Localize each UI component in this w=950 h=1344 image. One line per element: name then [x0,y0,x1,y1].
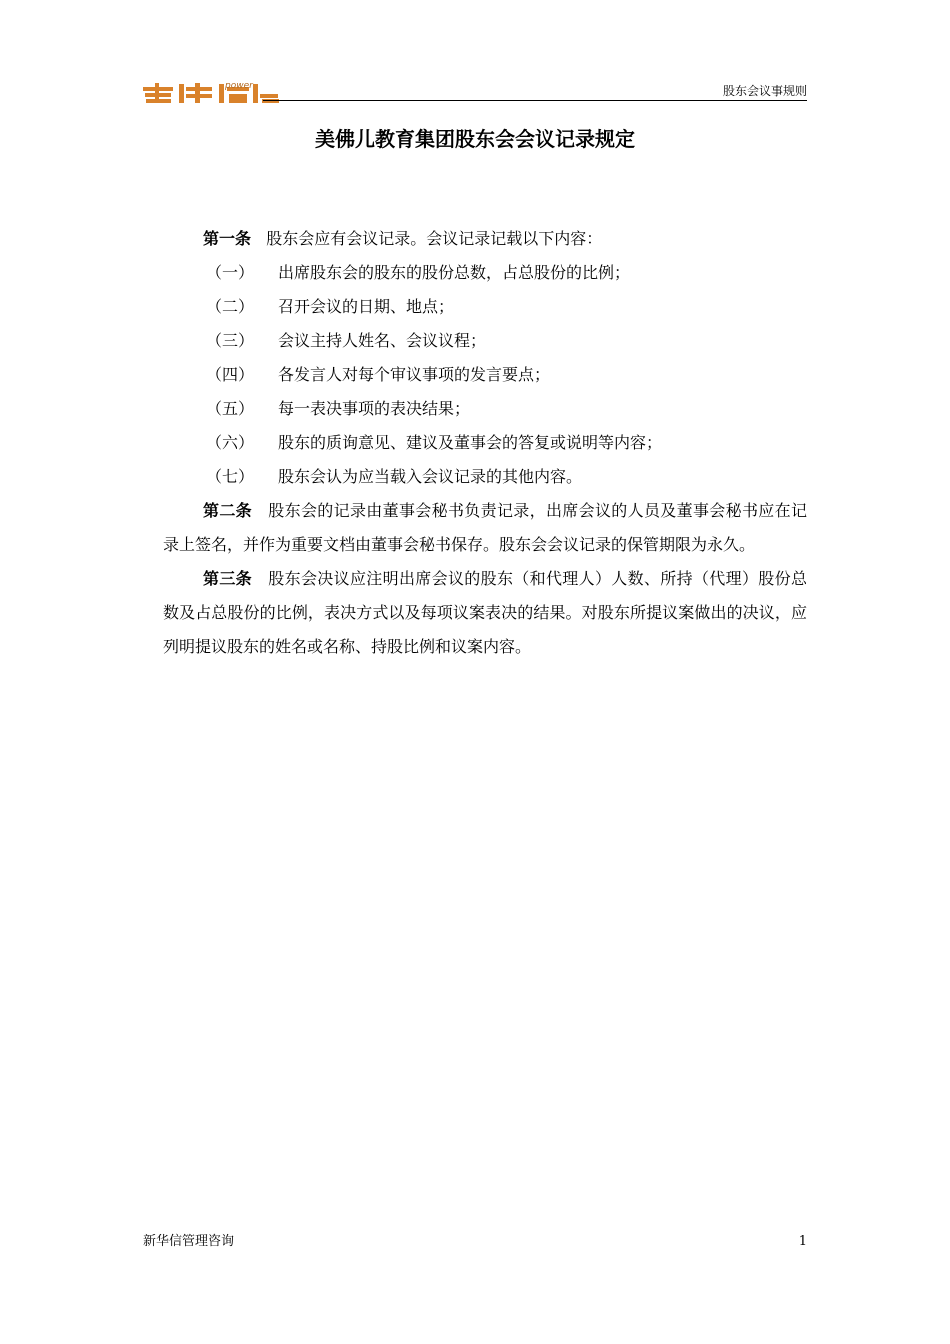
item-number: （七） [206,467,255,486]
item-text: 出席股东会的股东的股份总数，占总股份的比例； [278,263,631,282]
article-label: 第二条 [203,501,253,520]
header-document-title: 股东会议事规则 [722,84,807,98]
item-number: （二） [206,297,255,316]
document-title: 美佛儿教育集团股东会会议记录规定 [315,127,635,151]
svg-text:power: power [225,81,253,91]
article-text: 股东会的记录由董事会秘书负责记录，出席会议的人员及董事会秘书应在记录上签名，并作为重要文档由董事会秘书保存。股东会会议记录的保管期限为永久。 [163,501,807,554]
item-number: （一） [206,263,255,282]
item-text: 股东的质询意见、建议及董事会的答复或说明等内容； [278,433,663,452]
list-item [163,256,807,290]
list-item [163,392,807,426]
page-number: 1 [798,1234,807,1249]
meifuer-power-logo [143,78,279,104]
article-text: 股东会应有会议记录。会议记录记载以下内容： [266,229,603,248]
article-1 [163,222,807,256]
article-2 [163,494,807,562]
header-divider [263,100,807,101]
list-item [163,290,807,324]
list-item [163,460,807,494]
item-text: 股东会认为应当载入会议记录的其他内容。 [278,467,583,486]
item-text: 各发言人对每个审议事项的发言要点； [278,365,551,384]
item-text: 每一表决事项的表决结果； [278,399,471,418]
list-item [163,324,807,358]
article-label: 第三条 [203,569,253,588]
article-label: 第一条 [203,229,252,248]
document-body [163,222,807,664]
item-number: （五） [206,399,255,418]
item-text: 召开会议的日期、地点； [278,297,455,316]
article-3 [163,562,807,664]
list-item [163,426,807,460]
item-number: （三） [206,331,255,350]
list-item [163,358,807,392]
footer-company: 新华信管理咨询 [143,1234,235,1249]
item-text: 会议主持人姓名、会议议程； [278,331,487,350]
item-number: （六） [206,433,255,452]
article-text: 股东会决议应注明出席会议的股东（和代理人）人数、所持（代理）股份总数及占总股份的比例，表决方式以及每项议案表决的结果。对股东所提议案做出的决议，应列明提议股东的姓名或名称、持股比例和议案内容。 [163,569,807,656]
item-number: （四） [206,365,255,384]
